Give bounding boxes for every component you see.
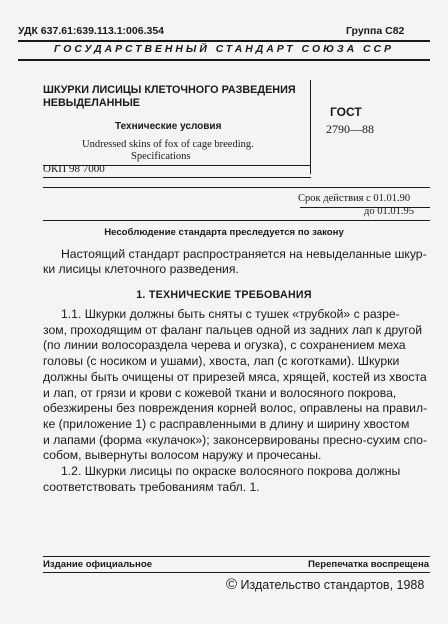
title-line2: НЕВЫДЕЛАННЫЕ [43,97,140,109]
paragraph-1-2 [43,464,429,495]
p1-line: головы (с носиком и ушами), хвоста, лап (с коготками). Шкурки [43,354,400,369]
p1-line: и лап, от грязи и крови с кожевой ткани и волосяного покрова, [43,385,397,400]
intro-line2: ки лисицы клеточного разведения. [43,262,239,276]
p1-line: зом, проходящим от фаланг пальцев одной из задних лап к другой [43,322,423,337]
validity-rule-bottom [43,220,430,221]
validity-from: Срок действия с 01.01.90 [298,193,411,204]
gost-number: 2790—88 [326,122,374,136]
gost-label: ГОСТ [330,105,362,119]
section1-heading: 1. ТЕХНИЧЕСКИЕ ТРЕБОВАНИЯ [136,289,312,301]
p1-line: и лапами (форма «кулачок»); законсервированы пресно-сухим спо- [43,432,428,447]
p1-line: (по линии волосораздела черева и огузка), с сохранением меха [43,338,406,353]
p1-line: обезжирены без повреждения корней волос, оправлены на правил- [43,401,428,416]
p1-line: должны быть очищены от прирезей мяса, хрящей, костей из хвоста [43,369,427,384]
okp-code: ОКП 98 7000 [43,163,105,175]
udk-code: УДК 637.61:639.113.1:006.354 [18,25,165,37]
copyright-line [226,576,424,593]
p1-line: 1.1. Шкурки должны быть сняты с тушек «трубкой» с разре- [61,307,400,321]
banner: ГОСУДАРСТВЕННЫЙ СТАНДАРТ СОЮЗА ССР [54,44,394,55]
intro-line1: Настоящий стандарт распространяется на невыделанные шкур- [61,247,427,261]
intro-paragraph [43,247,429,277]
okp-rule [43,177,311,178]
validity-rule-top [43,187,430,188]
header-rule-bottom [18,59,430,61]
footer-rule-bottom [43,572,430,573]
group-code: Группа С82 [346,25,405,37]
footer-rule-top [43,556,430,557]
english-title-line1: Undressed skins of fox of cage breeding. [82,139,254,150]
legal-notice: Несоблюдение стандарта преследуется по закону [104,227,344,238]
title-vertical-rule [310,80,311,174]
validity-to: до 01.01.95 [364,206,414,217]
copyright-symbol: © [226,576,238,593]
p1-line: собом, вывернуты волосом наружу и прочесаны. [43,448,322,463]
title-line1: ШКУРКИ ЛИСИЦЫ КЛЕТОЧНОГО РАЗВЕДЕНИЯ [43,84,296,96]
subtitle: Технические условия [115,121,222,132]
p1-line: ке (приложение 1) с расправленными в длину и ширину хвостом [43,416,410,431]
p2-line: 1.2. Шкурки лисицы по окраске волосяного покрова должны [61,464,401,478]
header-rule-top [18,40,430,42]
p2-line: соответствовать требованиям табл. 1. [43,479,260,494]
english-title-line2: Specifications [131,151,191,162]
paragraph-1-1 [43,307,429,464]
copyright-text: Издательство стандартов, 1988 [240,578,425,592]
footer-official: Издание официальное [43,559,153,570]
footer-reprint: Перепечатка воспрещена [308,559,430,570]
